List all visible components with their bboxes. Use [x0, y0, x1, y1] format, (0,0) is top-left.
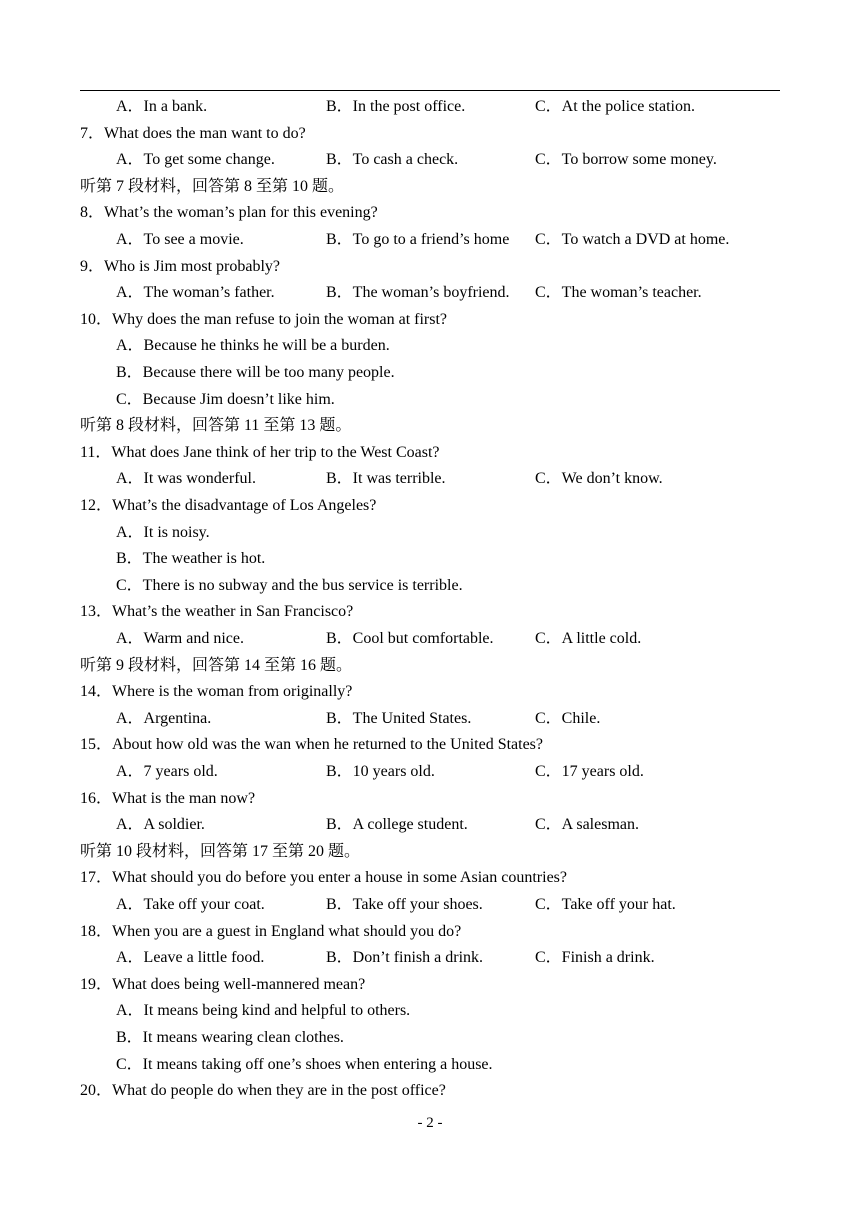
option-b: B．Cool but comfortable. [326, 630, 494, 647]
option-a: A．In a bank. [116, 98, 208, 115]
option-a: A．Leave a little food. [116, 949, 265, 966]
option-a: A．A soldier. [116, 816, 205, 833]
option-line: C．There is no subway and the bus service is terrible. [116, 577, 463, 594]
section-instruction: 听第 10 段材料，回答第 17 至第 20 题。 [80, 843, 361, 860]
option-c: C．We don’t know. [535, 470, 663, 487]
option-c: C．A salesman. [535, 816, 639, 833]
question: 20．What do people do when they are in the post office? [80, 1082, 446, 1099]
option-b: B．A college student. [326, 816, 468, 833]
question: 8．What’s the woman’s plan for this evening? [80, 204, 378, 221]
option-row [0, 626, 860, 652]
question: 19．What does being well-mannered mean? [80, 976, 366, 993]
option-line: B．The weather is hot. [116, 550, 266, 567]
option-line: C．It means taking off one’s shoes when entering a house. [116, 1056, 493, 1073]
option-line: B．Because there will be too many people. [116, 364, 395, 381]
option-a: A．Warm and nice. [116, 630, 245, 647]
question: 12．What’s the disadvantage of Los Angeles? [80, 497, 377, 514]
option-b: B．The United States. [326, 710, 472, 727]
option-c: C．Take off your hat. [535, 896, 676, 913]
option-a: A．It was wonderful. [116, 470, 256, 487]
option-a: A．7 years old. [116, 763, 218, 780]
section-instruction: 听第 8 段材料，回答第 11 至第 13 题。 [80, 417, 352, 434]
option-c: C．Finish a drink. [535, 949, 655, 966]
option-a: A．The woman’s father. [116, 284, 275, 301]
option-line: A．It is noisy. [116, 524, 210, 541]
option-a: A．Argentina. [116, 710, 212, 727]
question: 9．Who is Jim most probably? [80, 258, 280, 275]
header-rule [80, 90, 780, 91]
question: 10．Why does the man refuse to join the woman at first? [80, 311, 448, 328]
option-row [0, 892, 860, 918]
option-a: A．To get some change. [116, 151, 275, 168]
question: 11．What does Jane think of her trip to the West Coast? [80, 444, 440, 461]
option-c: C．17 years old. [535, 763, 644, 780]
question: 18．When you are a guest in England what should you do? [80, 923, 462, 940]
option-b: B．Take off your shoes. [326, 896, 483, 913]
option-a: A．To see a movie. [116, 231, 244, 248]
option-row [0, 466, 860, 492]
option-line: B．It means wearing clean clothes. [116, 1029, 344, 1046]
section-instruction: 听第 9 段材料，回答第 14 至第 16 题。 [80, 657, 353, 674]
option-line: A．Because he thinks he will be a burden. [116, 337, 390, 354]
question: 13．What’s the weather in San Francisco? [80, 603, 354, 620]
option-row [0, 227, 860, 253]
option-b: B．To cash a check. [326, 151, 459, 168]
option-line: C．Because Jim doesn’t like him. [116, 391, 335, 408]
question: 17．What should you do before you enter a house in some Asian countries? [80, 869, 568, 886]
option-c: C．To borrow some money. [535, 151, 717, 168]
option-row [0, 759, 860, 785]
option-row [0, 147, 860, 173]
question: 14．Where is the woman from originally? [80, 683, 353, 700]
option-b: B．To go to a friend’s home [326, 231, 510, 248]
page-number: - 2 - [417, 1115, 443, 1131]
question: 16．What is the man now? [80, 790, 256, 807]
option-c: C．Chile. [535, 710, 601, 727]
option-c: C．A little cold. [535, 630, 642, 647]
option-row [0, 280, 860, 306]
option-b: B．It was terrible. [326, 470, 446, 487]
question: 15．About how old was the wan when he returned to the United States? [80, 736, 544, 753]
question: 7．What does the man want to do? [80, 125, 306, 142]
option-c: C．At the police station. [535, 98, 695, 115]
option-row [0, 812, 860, 838]
section-instruction: 听第 7 段材料，回答第 8 至第 10 题。 [80, 178, 345, 195]
option-line: A．It means being kind and helpful to others. [116, 1002, 411, 1019]
option-row [0, 94, 860, 120]
option-c: C．The woman’s teacher. [535, 284, 702, 301]
option-b: B．Don’t finish a drink. [326, 949, 484, 966]
option-b: B．In the post office. [326, 98, 466, 115]
option-c: C．To watch a DVD at home. [535, 231, 730, 248]
option-row [0, 945, 860, 971]
option-a: A．Take off your coat. [116, 896, 265, 913]
option-b: B．The woman’s boyfriend. [326, 284, 510, 301]
option-b: B．10 years old. [326, 763, 435, 780]
option-row [0, 706, 860, 732]
